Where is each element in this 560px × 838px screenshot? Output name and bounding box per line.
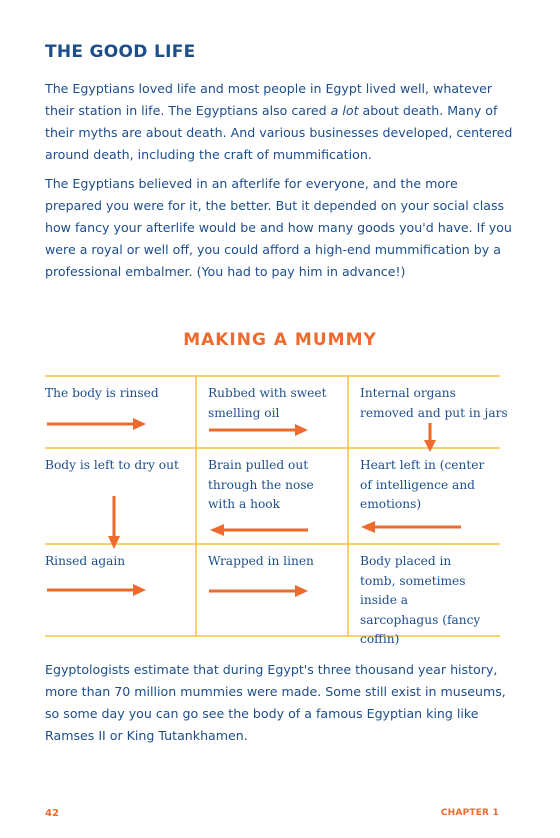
step-cell-9: Body placed in tomb, sometimes inside a sarcophagus (fancy coffin) (360, 554, 481, 646)
step-cell-1: The body is rinsed (45, 386, 159, 400)
arrow-left-icon-head (210, 524, 224, 536)
arrow-right-icon-head (295, 424, 308, 436)
step-cell-2: Rubbed with sweet smelling oil (208, 386, 327, 420)
chapter-label: CHAPTER 1 (440, 808, 499, 818)
intro-text-before: The Egyptians loved life and most people in Egypt lived well, whatever their station in life. The Egyptians also cared (45, 81, 493, 118)
arrow-left-icon-head (361, 521, 375, 533)
arrow-right-icon-head (133, 418, 146, 430)
step-cell-4: Body is left to dry out (45, 458, 179, 472)
arrow-right-icon-head (295, 585, 308, 597)
step-cell-6: Heart left in (center of intelligence and emotions) (360, 458, 485, 511)
step-cell-7: Rinsed again (45, 554, 126, 568)
table-title: MAKING A MUMMY (183, 330, 377, 350)
section-heading: THE GOOD LIFE (45, 42, 196, 62)
intro-text-after: about death. Many of their myths are about death. And various businesses developed, centered around death, including the craft of mummification. (45, 103, 513, 162)
step-cell-5: Brain pulled out through the nose with a hook (208, 458, 314, 511)
page-number: 42 (45, 808, 59, 819)
arrow-down-icon-head (424, 440, 436, 452)
arrow-down-icon-head (108, 536, 120, 549)
intro-text-emphasis: a lot (330, 103, 359, 118)
closing-paragraph: Egyptologists estimate that during Egypt's three thousand year history, more than 70 million mummies were made. Some still exist in museums, so some day you can go see the body of a famous Egyptian king like Ramses II or King Tutankhamen. (45, 662, 506, 743)
step-cell-3: Internal organs removed and put in jars (360, 386, 508, 420)
arrow-right-icon-head (133, 584, 146, 596)
afterlife-paragraph: The Egyptians believed in an afterlife for everyone, and the more prepared you were for it, the better. But it depended on your social class how fancy your afterlife would be and how many goods you'd have. If you were a royal or well off, you could afford a high-end mummification by a professional embalmer. (You had to pay him in advance!) (45, 176, 512, 279)
step-cell-8: Wrapped in linen (208, 554, 314, 568)
